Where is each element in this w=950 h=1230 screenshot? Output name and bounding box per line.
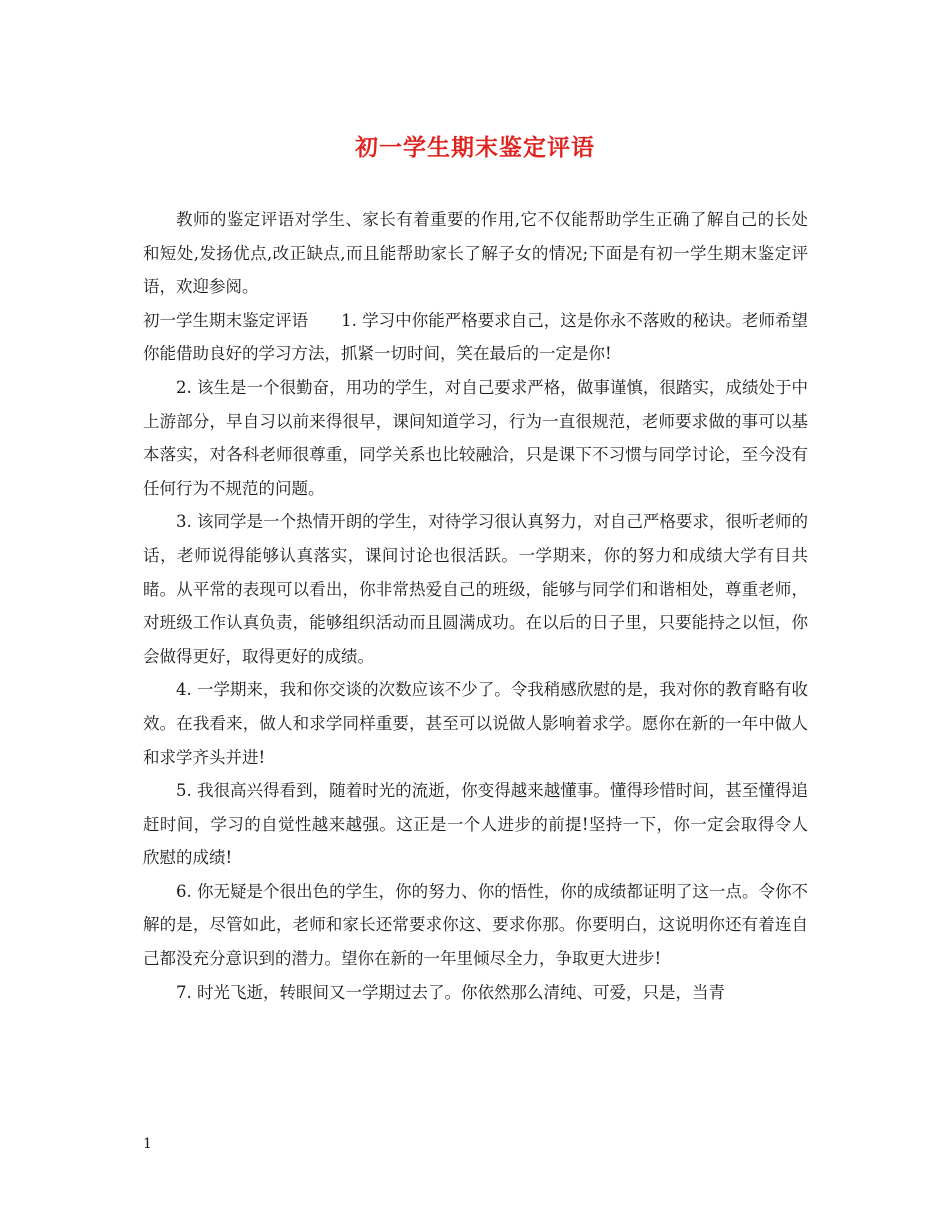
entry-7-paragraph: 7. 时光飞逝，转眼间又一学期过去了。你依然那么清纯、可爱，只是，当青 (176, 982, 725, 1002)
entry-1-paragraph: 初一学生期末鉴定评语 1. 学习中你能严格要求自己，这是你永不落败的秘诀。老师希望你能借助良好的学习方法，抓紧一切时间，笑在最后的一定是你! (143, 310, 808, 364)
entry-4-paragraph: 4. 一学期来，我和你交谈的次数应该不少了。令我稍感欣慰的是，我对你的教育略有收效。在我看来，做人和求学同样重要，甚至可以说做人影响着求学。愿你在新的一年中做人和求学齐头并进! (143, 680, 808, 767)
intro-paragraph: 教师的鉴定评语对学生、家长有着重要的作用,它不仅能帮助学生正确了解自己的长处和短处,发扬优点,改正缺点,而且能帮助家长了解子女的情况;下面是有初一学生期末鉴定评语，欢迎参阅。 (143, 210, 808, 297)
document-title: 初一学生期末鉴定评语 (355, 134, 595, 161)
page-number: 1 (143, 1136, 152, 1152)
entry-2-paragraph: 2. 该生是一个很勤奋，用功的学生，对自己要求严格，做事谨慎，很踏实，成绩处于中上游部分，早自习以前来得很早，课间知道学习，行为一直很规范，老师要求做的事可以基本落实，对各科老师很尊重，同学关系也比较融洽，只是课下不习惯与同学讨论，至今没有任何行为不规范的问题。 (143, 377, 808, 498)
entry-5-paragraph: 5. 我很高兴得看到，随着时光的流逝，你变得越来越懂事。懂得珍惜时间，甚至懂得追赶时间，学习的自觉性越来越强。这正是一个人进步的前提!坚持一下，你一定会取得令人欣慰的成绩! (143, 781, 808, 868)
entry-3-paragraph: 3. 该同学是一个热情开朗的学生，对待学习很认真努力，对自己严格要求，很听老师的话，老师说得能够认真落实，课间讨论也很活跃。一学期来，你的努力和成绩大学有目共睹。从平常的表现可以看出，你非常热爱自己的班级，能够与同学们和谐相处，尊重老师，对班级工作认真负责，能够组织活动而且圆满成功。在以后的日子里，只要能持之以恒，你会做得更好，取得更好的成绩。 (143, 512, 808, 666)
entry-6-paragraph: 6. 你无疑是个很出色的学生，你的努力、你的悟性，你的成绩都证明了这一点。令你不解的是，尽管如此，老师和家长还常要求你这、要求你那。你要明白，这说明你还有着连自己都没充分意识到的潜力。望你在新的一年里倾尽全力，争取更大进步! (143, 881, 808, 969)
document-body (143, 203, 808, 1009)
